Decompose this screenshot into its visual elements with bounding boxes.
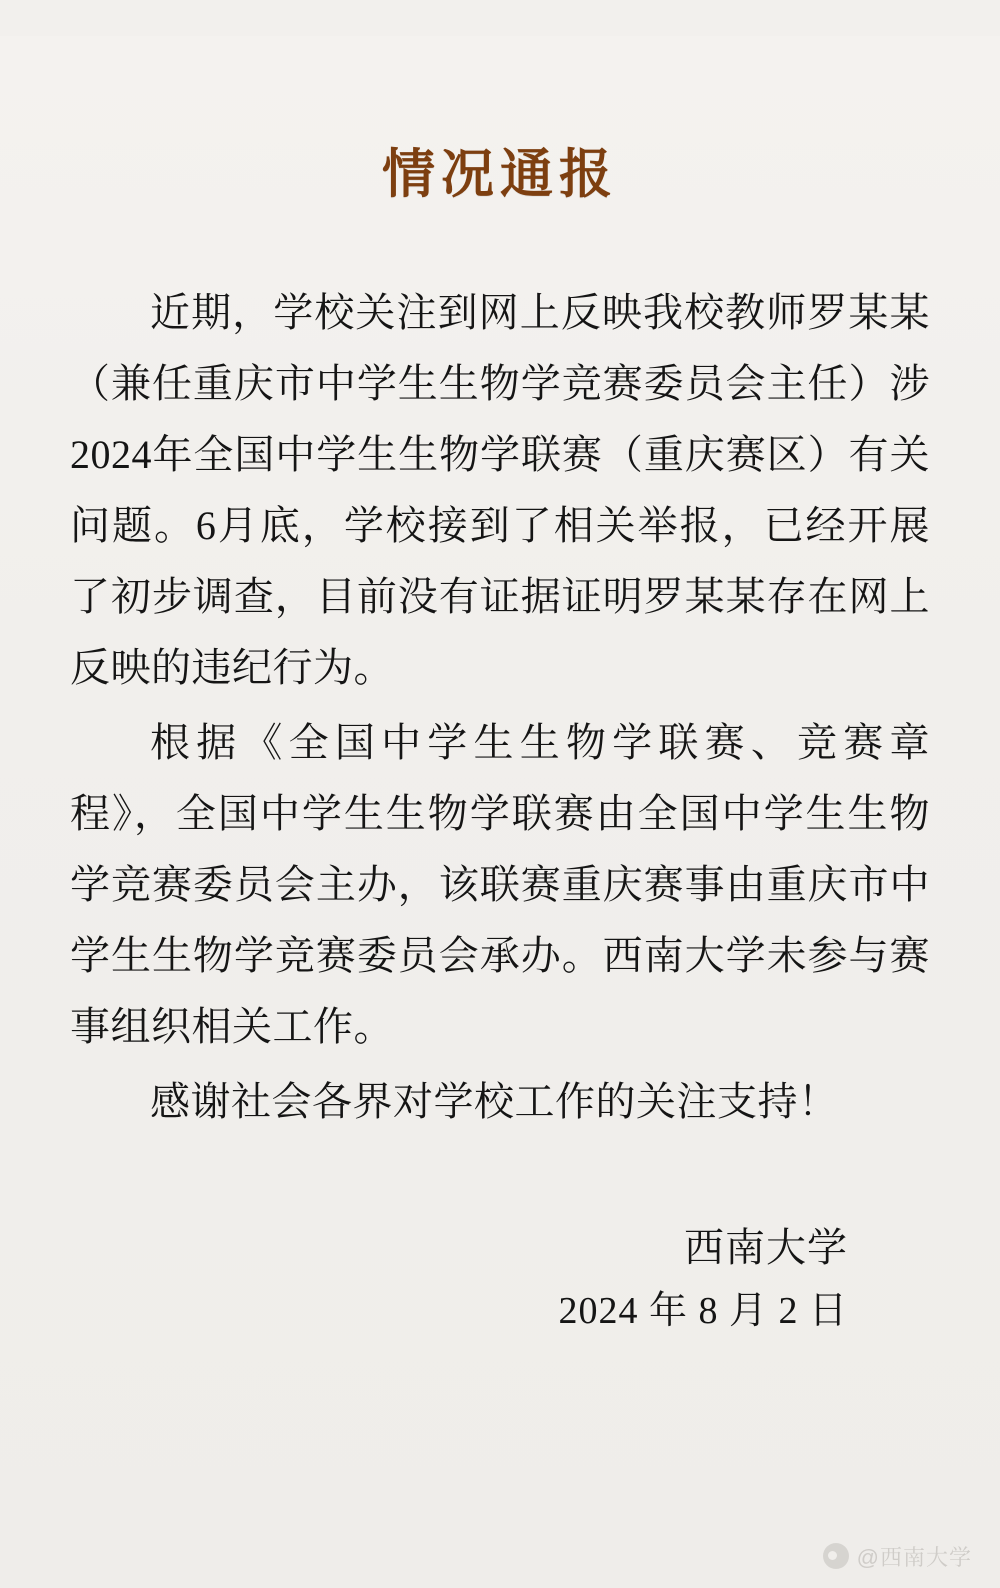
signature-organization: 西南大学 xyxy=(684,1225,848,1271)
signature-date: 2024 年 8 月 2 日 xyxy=(558,1290,848,1333)
watermark xyxy=(823,1541,972,1572)
document-body xyxy=(60,277,940,1341)
paragraph-2: 根据《全国中学生生物学联赛、竞赛章程》，全国中学生生物学联赛由全国中学生生物学竞赛委员会主办，该联赛重庆赛事由重庆市中学生生物学竞赛委员会承办。西南大学未参与赛事组织相关工作。 xyxy=(70,720,930,1050)
weibo-eye-icon xyxy=(823,1543,849,1569)
paragraph-3: 感谢社会各界对学校工作的关注支持！ xyxy=(150,1079,839,1125)
watermark-label: @西南大学 xyxy=(856,1544,972,1570)
document-page xyxy=(0,36,1000,1588)
page-title: 情况通报 xyxy=(382,145,618,204)
paragraph-1: 近期，学校关注到网上反映我校教师罗某某（兼任重庆市中学生生物学竞赛委员会主任）涉2024年全国中学生生物学联赛（重庆赛区）有关问题。6月底，学校接到了相关举报，已经开展了初步调查，目前没有证据证明罗某某存在网上反映的违纪行为。 xyxy=(70,290,930,691)
